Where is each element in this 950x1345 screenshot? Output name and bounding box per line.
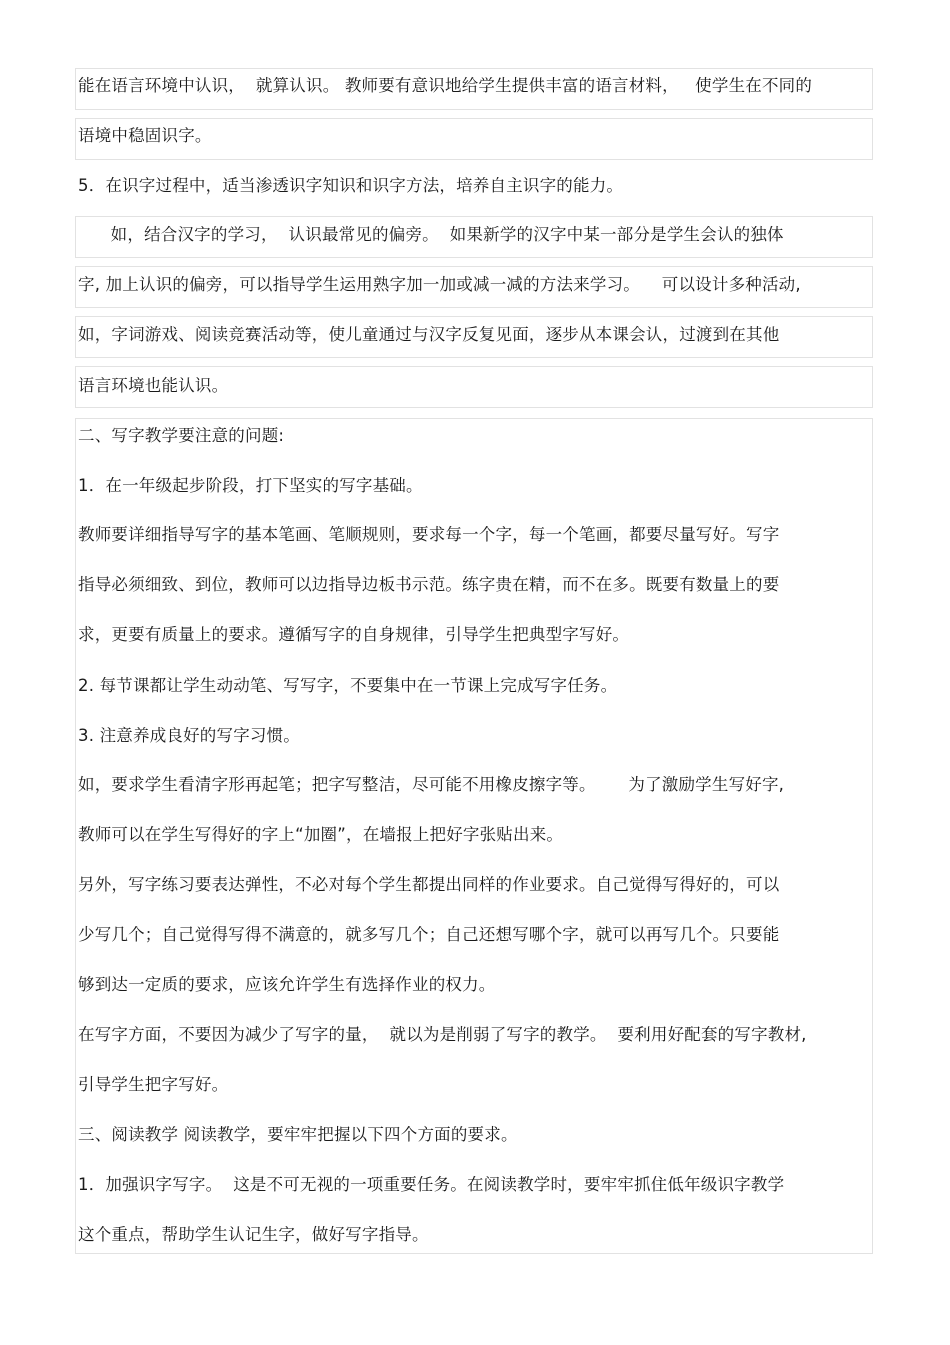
text-line: 教师可以在学生写得好的字上“加圈”，在墙报上把好字张贴出来。 [78,825,564,844]
text-line: 语言环境也能认识。 [78,376,229,395]
list-item-heading: 5．在识字过程中，适当渗透识字知识和识字方法，培养自主识字的能力。 [78,176,624,195]
text-line: 求，更要有质量上的要求。遵循写字的自身规律，引导学生把典型字写好。 [78,625,630,644]
text-line: 如，结合汉字的学习， 认识最常见的偏旁。 如果新学的汉字中某一部分是学生会认的独体 [78,225,784,244]
text-line: 字, 加上认识的偏旁，可以指导学生运用熟字加一加或减一减的方法来学习。 可以设计多种活动, [78,275,801,294]
list-item-heading: 3. 注意养成良好的写字习惯。 [78,726,300,745]
text-line: 语境中稳固识字。 [78,126,212,145]
text-line: 这个重点，帮助学生认记生字，做好写字指导。 [78,1225,429,1244]
text-line: 能在语言环境中认识， 就算认识。 教师要有意识地给学生提供丰富的语言材料， 使学生在不同的 [78,76,813,95]
text-line: 引导学生把字写好。 [78,1075,229,1094]
section-heading: 三、阅读教学 阅读教学，要牢牢把握以下四个方面的要求。 [78,1125,518,1144]
list-item-heading: 1．加强识字写字。 这是不可无视的一项重要任务。在阅读教学时，要牢牢抓住低年级识字教学 [78,1175,785,1194]
section-heading: 二、写字教学要注意的问题: [78,426,285,445]
text-line: 如，字词游戏、阅读竞赛活动等，使儿童通过与汉字反复见面，逐步从本课会认，过渡到在其他 [78,325,780,344]
text-line: 少写几个；自己觉得写得不满意的，就多写几个；自己还想写哪个字，就可以再写几个。只要能 [78,925,780,944]
text-line: 指导必须细致、到位，教师可以边指导边板书示范。练字贵在精，而不在多。既要有数量上的要 [78,575,780,594]
text-line: 另外，写字练习要表达弹性，不必对每个学生都提出同样的作业要求。自己觉得写得好的，可以 [78,875,780,894]
list-item-heading: 1．在一年级起步阶段，打下坚实的写字基础。 [78,476,423,495]
text-line: 如，要求学生看清字形再起笔；把字写整洁，尽可能不用橡皮擦字等。 为了激励学生写好字, [78,775,785,794]
list-item-heading: 2. 每节课都让学生动动笔、写写字，不要集中在一节课上完成写字任务。 [78,676,618,695]
text-line: 够到达一定质的要求，应该允许学生有选择作业的权力。 [78,975,496,994]
text-line: 教师要详细指导写字的基本笔画、笔顺规则，要求每一个字，每一个笔画，都要尽量写好。写字 [78,525,780,544]
text-line: 在写字方面，不要因为减少了写字的量， 就以为是削弱了写字的教学。 要利用好配套的写字教材, [78,1025,807,1044]
